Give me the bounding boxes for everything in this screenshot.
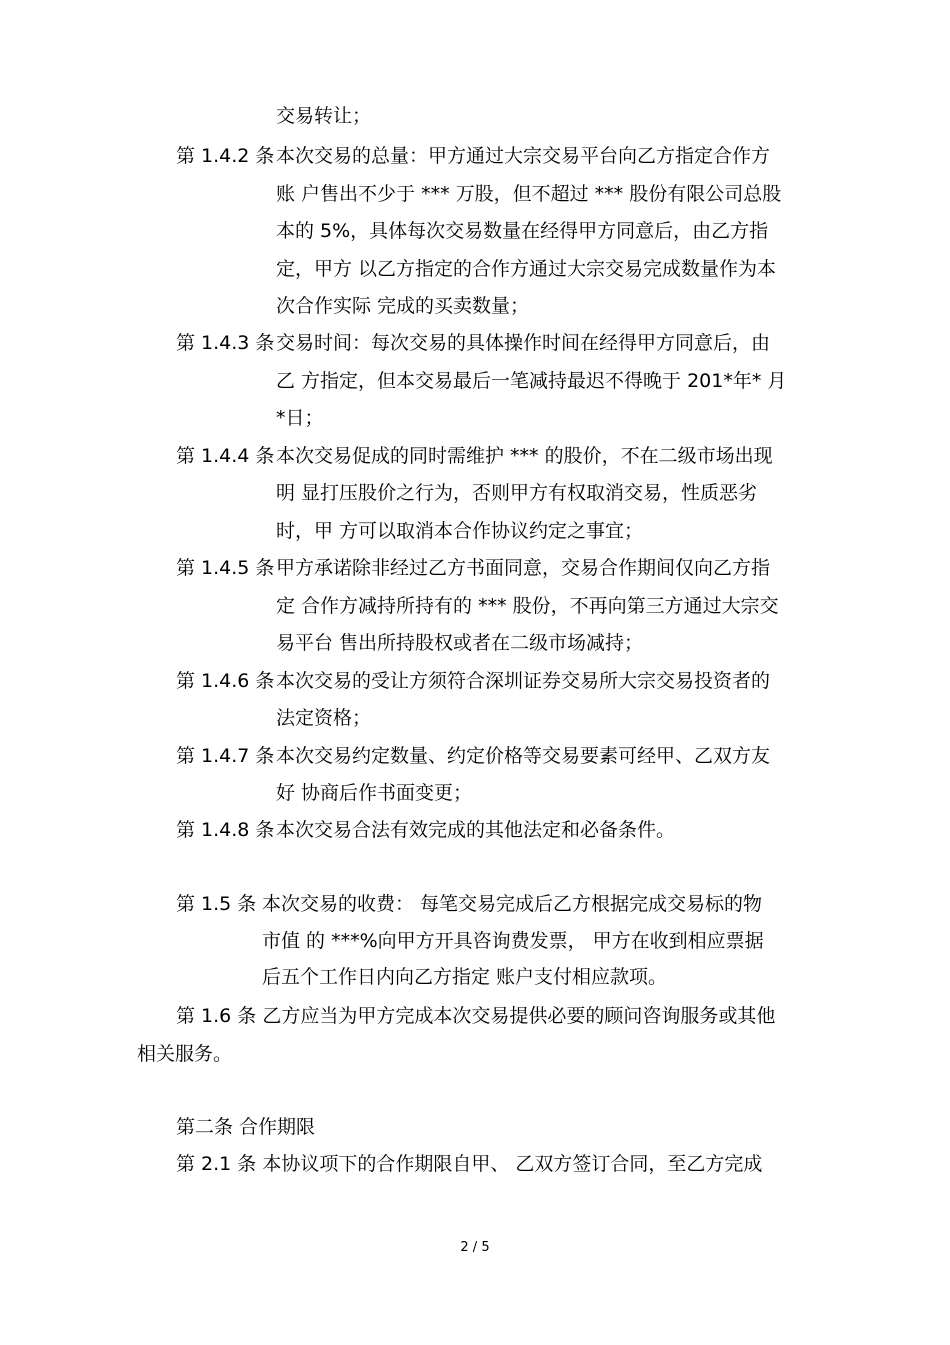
article-label: 第 1.4.5 条 (176, 557, 275, 579)
article-text-line: 本次交易合法有效完成的其他法定和必备条件。 (276, 819, 676, 841)
section-2-title: 第二条 合作期限 (176, 1116, 316, 1138)
article-text-line: 定，甲方 以乙方指定的合作方通过大宗交易完成数量作为本 (276, 258, 777, 280)
article-2-1: 第 2.1 条 本协议项下的合作期限自甲、 乙双方签订合同，至乙方完成 (176, 1153, 763, 1175)
article-text-line: 本次交易的受让方须符合深圳证券交易所大宗交易投资者的 (276, 670, 771, 692)
article-text-line: 本次交易的总量：甲方通过大宗交易平台向乙方指定合作方 (276, 145, 771, 167)
article-text-line: 本的 5%，具体每次交易数量在经得甲方同意后，由乙方指 (276, 220, 769, 242)
article-text-line: 次合作实际 完成的买卖数量； (276, 295, 530, 317)
article-label: 第 1.4.7 条 (176, 745, 275, 767)
article-text-line: 易平台 售出所持股权或者在二级市场减持； (276, 632, 644, 654)
article-text-line: 本次交易约定数量、约定价格等交易要素可经甲、乙双方友 (276, 745, 771, 767)
article-1-4-1-continuation: 交易转让； (276, 105, 372, 127)
article-text-line: *日； (276, 407, 324, 429)
article-text-line: 本次交易促成的同时需维护 *** 的股价，不在二级市场出现 (276, 445, 773, 467)
page-number: 2 / 5 (460, 1240, 490, 1255)
article-text-line: 乙 方指定，但本交易最后一笔减持最迟不得晚于 201*年* 月 (276, 370, 787, 392)
article-label: 第 1.4.8 条 (176, 819, 275, 841)
article-text-line: 相关服务。 (137, 1043, 233, 1065)
article-text-line: 甲方承诺除非经过乙方书面同意，交易合作期间仅向乙方指 (276, 557, 771, 579)
article-label: 第 1.4.4 条 (176, 445, 275, 467)
article-text-line: 账 户售出不少于 *** 万股，但不超过 *** 股份有限公司总股 (276, 183, 782, 205)
article-text-line: 定 合作方减持所持有的 *** 股份，不再向第三方通过大宗交 (276, 595, 779, 617)
article-text-line: 明 显打压股价之行为，否则甲方有权取消交易，性质恶劣 (276, 482, 758, 504)
article-label: 第 1.4.3 条 (176, 332, 275, 354)
article-text-line: 交易时间：每次交易的具体操作时间在经得甲方同意后，由 (276, 332, 771, 354)
article-label: 第 1.4.2 条 (176, 145, 275, 167)
article-label: 第 1.4.6 条 (176, 670, 275, 692)
article-text-line: 后五个工作日内向乙方指定 账户支付相应款项。 (262, 966, 668, 988)
article-text-line: 本次交易的收费： 每笔交易完成后乙方根据完成交易标的物 (262, 893, 763, 915)
article-text-line: 时，甲 方可以取消本合作协议约定之事宜； (276, 520, 644, 542)
article-label: 第 1.5 条 (176, 893, 257, 915)
article-text-line: 好 协商后作书面变更； (276, 782, 473, 804)
article-text-line: 市值 的 ***%向甲方开具咨询费发票， 甲方在收到相应票据 (262, 930, 764, 952)
article-text-line: 第 1.6 条 乙方应当为甲方完成本次交易提供必要的顾问咨询服务或其他 (176, 1005, 776, 1027)
article-text-line: 法定资格； (276, 707, 372, 729)
